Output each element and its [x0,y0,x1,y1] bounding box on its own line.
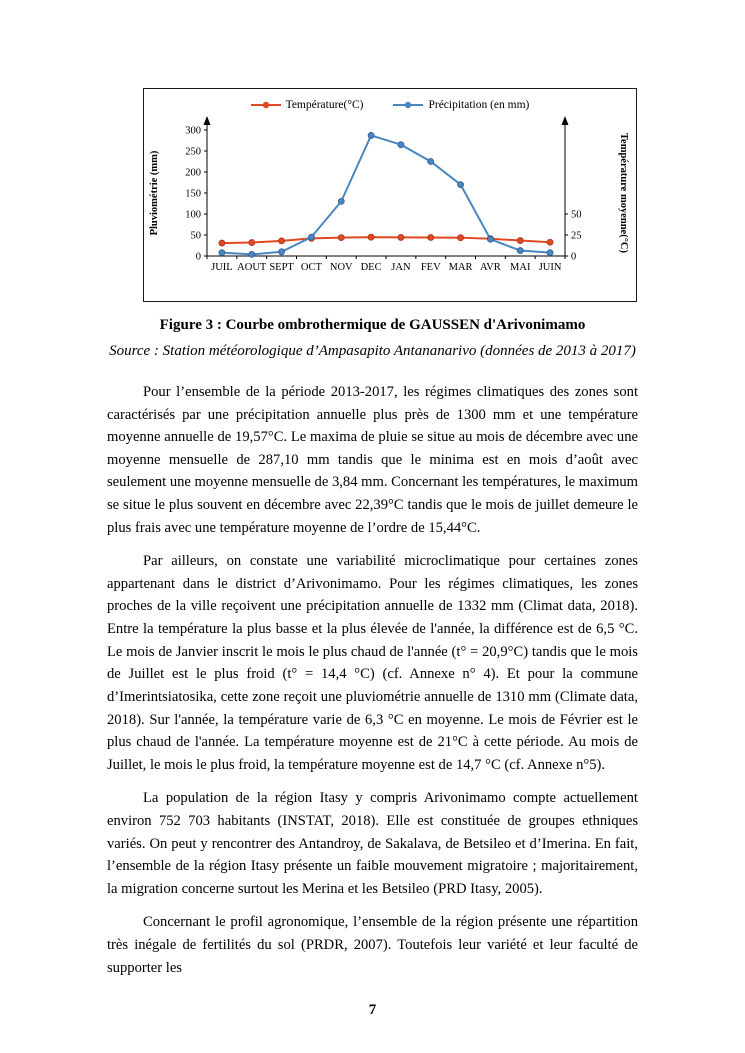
series-temperature-marker [249,240,255,246]
page-number: 7 [368,1002,377,1018]
x-axis-label: DEC [360,262,382,273]
y-left-tick-label: 100 [185,209,201,221]
figure-source: Source : Station météorologique d’Ampasapito Antananarivo (données de 2013 à 2017) [109,343,636,359]
x-axis-label: JAN [391,262,411,273]
series-precipitation-marker [398,142,404,148]
legend-item-temperature [251,99,364,111]
legend-line-marker-icon [393,100,423,110]
y-axis-right-title: Température moyenne(°C) [618,133,629,253]
series-temperature-marker [338,235,344,241]
series-precipitation-marker [547,250,553,256]
paragraph-microclimate: Par ailleurs, on constate une variabilité microclimatique pour certaines zones appartenant dans le district d’Arivonimamo. Pour les régimes climatiques, les zones proches de la ville reçoivent une précipitation annuelle de 1332 mm (Climat data, 2018). Entre la température la plus basse et la plus élevée de l'année, la différence est de 6,5 °C. Le mois de Janvier inscrit le mois le plus chaud de l'année (t° = 20,9°C) tandis que le mois de Juillet est le plus froid (t° = 14,4 °C) (cf. Annexe n° 4). Et pour la commune d’Imerintsiatosika, cette zone reçoit une pluviométrie annuelle de 1310 mm (Climate data, 2018). Sur l'année, la température varie de 6,3 °C en moyenne. Le mois de Février est le plus chaud de l'année. La température moyenne est de 21°C à cette période. Au mois de Juillet, le mois le plus froid, la température moyenne est de 14,7 °C (cf. Annexe n°5). [107,553,638,773]
legend-label: Température(°C) [285,99,364,111]
page-content [0,88,745,979]
y-axis-left-arrow-icon [204,116,211,125]
figure-caption: Figure 3 : Courbe ombrothermique de GAUSSEN d'Arivonimamo [159,317,586,333]
series-temperature-marker [398,234,404,240]
series-precipitation-marker [308,234,314,240]
x-axis-label: AOUT [237,262,267,273]
series-precipitation-marker [517,248,523,254]
legend-label: Précipitation (en mm) [428,99,530,111]
y-right-tick-label: 25 [571,230,582,242]
y-left-tick-label: 0 [195,251,201,263]
x-axis-label: OCT [300,262,322,273]
series-precipitation-marker [368,132,374,138]
body-text [107,381,638,979]
paragraph-population: La population de la région Itasy y compris Arivonimamo compte actuellement environ 752 703 habitants (INSTAT, 2018). Elle est constituée de groupes ethniques variés. On peut y rencontrer des Antandroy, de Sakalava, de Betsileo et d’Imerina. En fait, l’ensemble de la région Itasy présente un faible mouvement migratoire ; majoritairement, la migration concerne surtout les Merina et les Betsileo (PRD Itasy, 2005). [107,790,638,897]
paragraph-climate-overview: Pour l’ensemble de la période 2013-2017, les régimes climatiques des zones sont caractérisés par une précipitation annuelle plus près de 1300 mm et une température moyenne annuelle de 19,57°C. Le maxima de pluie se situe au mois de décembre avec une moyenne mensuelle de 287,10 mm tandis que le minima est en mois d’août avec seulement une moyenne mensuelle de 3,84 mm. Concernant les températures, le maximum se situe le plus souvent en décembre avec 22,39°C tandis que le mois de juillet demeure le plus frais avec une température moyenne de l’ordre de 15,44°C. [107,384,638,536]
x-axis-label: AVR [480,262,501,273]
series-precipitation-marker [428,159,434,165]
series-temperature-marker [368,234,374,240]
x-axis-label: JUIL [211,262,233,273]
series-precipitation-marker [219,250,225,256]
series-precipitation-marker [487,236,493,242]
x-axis-label: JUIN [538,262,562,273]
figure-ombrothermic-chart [143,88,637,302]
legend-item-precipitation [393,99,529,111]
y-left-tick-label: 250 [185,146,201,158]
y-right-tick-label: 0 [571,251,577,263]
x-axis-label: MAR [448,262,473,273]
series-precipitation-marker [458,182,464,188]
series-temperature-marker [279,238,285,244]
x-axis-label: NOV [329,262,353,273]
y-left-tick-label: 50 [190,230,201,242]
x-axis-label: MAI [510,262,531,273]
y-left-tick-label: 300 [185,125,201,137]
y-right-tick-label: 50 [571,209,582,221]
series-temperature-marker [458,235,464,241]
series-precipitation-marker [279,249,285,255]
series-precipitation-marker [249,251,255,257]
y-left-tick-label: 150 [185,188,201,200]
x-axis-label: FEV [420,262,441,273]
chart-legend [144,96,636,114]
series-precipitation-marker [338,198,344,204]
series-temperature-marker [428,235,434,241]
series-temperature-marker [219,240,225,246]
chart-canvas [145,114,635,296]
series-temperature-marker [517,238,523,244]
y-left-tick-label: 200 [185,167,201,179]
series-temperature-marker [547,239,553,245]
legend-line-marker-icon [251,100,281,110]
x-axis-label: SEPT [269,262,294,273]
paragraph-agronomic: Concernant le profil agronomique, l’ensemble de la région présente une répartition très inégale de fertilités du sol (PRDR, 2007). Toutefois leur variété et leur faculté de supporter les [107,914,638,976]
y-axis-left-title: Pluviométrie (mm) [149,150,160,236]
y-axis-right-arrow-icon [562,116,569,125]
